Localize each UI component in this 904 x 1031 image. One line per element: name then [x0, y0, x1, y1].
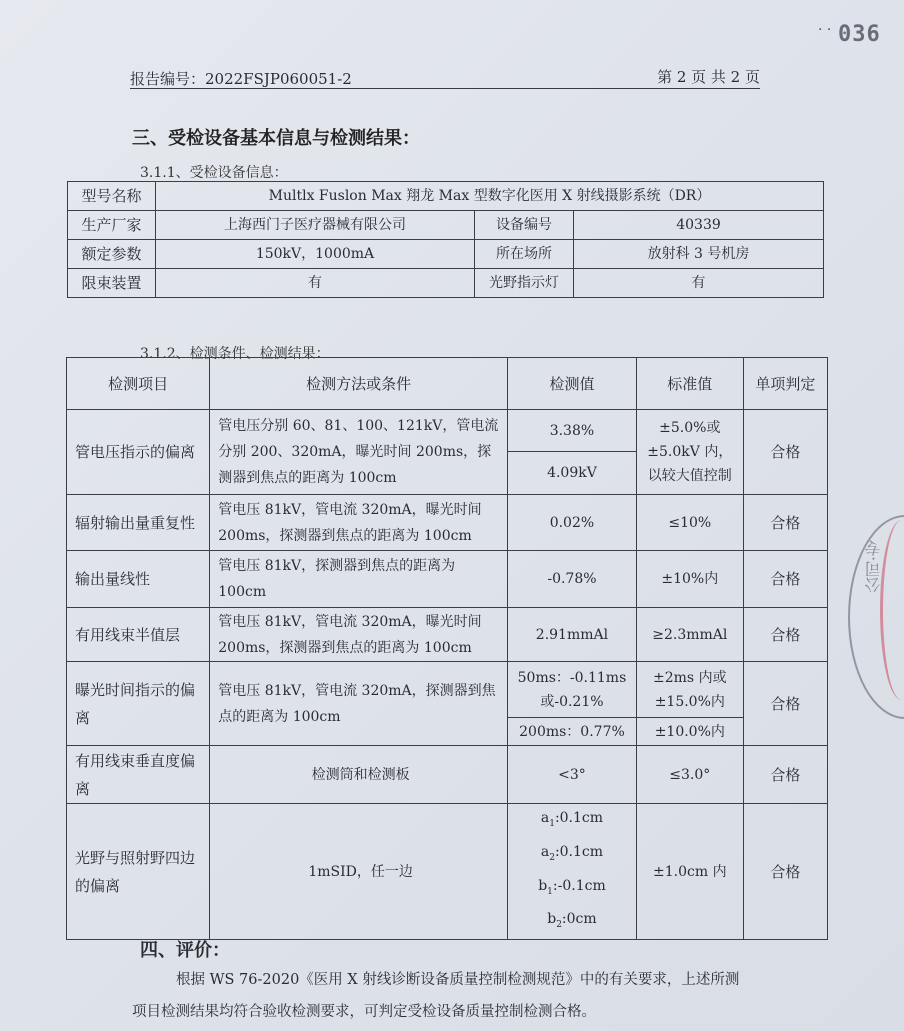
evaluation-paragraph-line2: 项目检测结果均符合验收检测要求，可判定受检设备质量控制检测合格。 — [132, 1004, 596, 1020]
row-method: 管电压 81kV，管电流 320mA，曝光时间 200ms，探测器到焦点的距离为 100cm — [210, 495, 508, 551]
row-judgement: 合格 — [743, 662, 827, 746]
header-item: 检测项目 — [67, 358, 210, 410]
row-item: 辐射输出量重复性 — [67, 495, 210, 551]
row-method: 管电压 81kV，管电流 320mA，探测器到焦点的距离为 100cm — [210, 662, 508, 746]
results-table — [66, 357, 828, 940]
row-value: 2.91mmAl — [507, 608, 636, 662]
table-row — [67, 746, 828, 804]
header-judgement: 单项判定 — [743, 358, 827, 410]
row-method: 1mSID，任一边 — [210, 804, 508, 940]
row-value: -0.78% — [507, 551, 636, 608]
table-row — [68, 182, 824, 211]
table-row — [67, 662, 828, 718]
row-standard: ±10%内 — [636, 551, 743, 608]
evaluation-paragraph-line1: 根据 WS 76-2020《医用 X 射线诊断设备质量控制检测规范》中的有关要求，上述所测 — [176, 972, 740, 988]
seal-text: 公司·专 — [864, 540, 883, 594]
light-field-label: 光野指示灯 — [475, 269, 574, 298]
report-header — [130, 62, 760, 89]
row-value: 0.02% — [507, 495, 636, 551]
table-row — [68, 269, 824, 298]
row-judgement: 合格 — [743, 410, 827, 495]
row-standard: ±2ms 内或±15.0%内 — [636, 662, 743, 718]
row-standard: ±5.0%或±5.0kV 内，以较大值控制 — [636, 410, 743, 495]
decorative-dots: · · — [818, 22, 832, 38]
section4-title: 四、评价： — [140, 940, 230, 961]
page-stamp-number: 036 — [838, 22, 881, 47]
row-item: 管电压指示的偏离 — [67, 410, 210, 495]
table-row — [67, 410, 828, 452]
row-method: 管电压 81kV，管电流 320mA，曝光时间 200ms，探测器到焦点的距离为 100cm — [210, 608, 508, 662]
rated-value: 150kV，1000mA — [156, 240, 475, 269]
value-b1: $b_1:-0.1cm$ — [538, 877, 606, 897]
table-row — [67, 608, 828, 662]
beam-limiter-label: 限束装置 — [68, 269, 156, 298]
table-row — [67, 495, 828, 551]
section3-title: 三、受检设备基本信息与检测结果： — [132, 128, 420, 149]
row-values-list — [507, 804, 636, 940]
value-a1: $a_1:0.1cm$ — [540, 810, 604, 829]
table-row — [68, 211, 824, 240]
row-item: 光野与照射野四边的偏离 — [67, 804, 210, 940]
row-judgement: 合格 — [743, 746, 827, 804]
row-standard: ≥2.3mmAl — [636, 608, 743, 662]
row-item: 输出量线性 — [67, 551, 210, 608]
row-value: <3° — [507, 746, 636, 804]
row-standard: ≤3.0° — [636, 746, 743, 804]
device-no-label: 设备编号 — [475, 211, 574, 240]
header-standard: 标准值 — [636, 358, 743, 410]
row-value: 50ms：-0.11ms 或-0.21% — [507, 662, 636, 718]
header-value: 检测值 — [507, 358, 636, 410]
row-method: 检测筒和检测板 — [210, 746, 508, 804]
model-label: 型号名称 — [68, 182, 156, 211]
location-value: 放射科 3 号机房 — [574, 240, 824, 269]
row-value: 4.09kV — [507, 452, 636, 495]
table-row — [67, 551, 828, 608]
row-judgement: 合格 — [743, 495, 827, 551]
table-row — [67, 804, 828, 940]
table-row — [68, 240, 824, 269]
light-field-value: 有 — [574, 269, 824, 298]
table-header-row — [67, 358, 828, 410]
row-value: 3.38% — [507, 410, 636, 452]
row-standard: ±1.0cm 内 — [636, 804, 743, 940]
value-a2: $a_2:0.1cm$ — [540, 843, 604, 863]
row-standard: ±10.0%内 — [636, 718, 743, 746]
row-method: 管电压 81kV，探测器到焦点的距离为 100cm — [210, 551, 508, 608]
page-indicator: 第 2 页 共 2 页 — [657, 68, 760, 86]
row-item: 曝光时间指示的偏离 — [67, 662, 210, 746]
beam-limiter-value: 有 — [156, 269, 475, 298]
results-subtitle: 3.1.2、检测条件、检测结果： — [140, 346, 330, 362]
device-no-value: 40339 — [574, 211, 824, 240]
row-method: 管电压分别 60、81、100、121kV，管电流分别 200、320mA，曝光时间 200ms，探测器到焦点的距离为 100cm — [210, 410, 508, 495]
header-method: 检测方法或条件 — [210, 358, 508, 410]
row-item: 有用线束半值层 — [67, 608, 210, 662]
report-number: 报告编号：2022FSJP060051-2 — [130, 70, 352, 88]
rated-label: 额定参数 — [68, 240, 156, 269]
manufacturer-value: 上海西门子医疗器械有限公司 — [156, 211, 475, 240]
location-label: 所在场所 — [475, 240, 574, 269]
value-b2: $b_2:0cm$ — [547, 911, 597, 931]
row-judgement: 合格 — [743, 551, 827, 608]
device-info-table — [67, 181, 824, 298]
row-value: 200ms：0.77% — [507, 718, 636, 746]
model-value: Multlx Fuslon Max 翔龙 Max 型数字化医用 X 射线摄影系统（DR） — [156, 182, 824, 211]
manufacturer-label: 生产厂家 — [68, 211, 156, 240]
device-info-subtitle: 3.1.1、受检设备信息： — [140, 165, 288, 181]
row-standard: ≤10% — [636, 495, 743, 551]
row-item: 有用线束垂直度偏离 — [67, 746, 210, 804]
row-judgement: 合格 — [743, 608, 827, 662]
row-judgement: 合格 — [743, 804, 827, 940]
